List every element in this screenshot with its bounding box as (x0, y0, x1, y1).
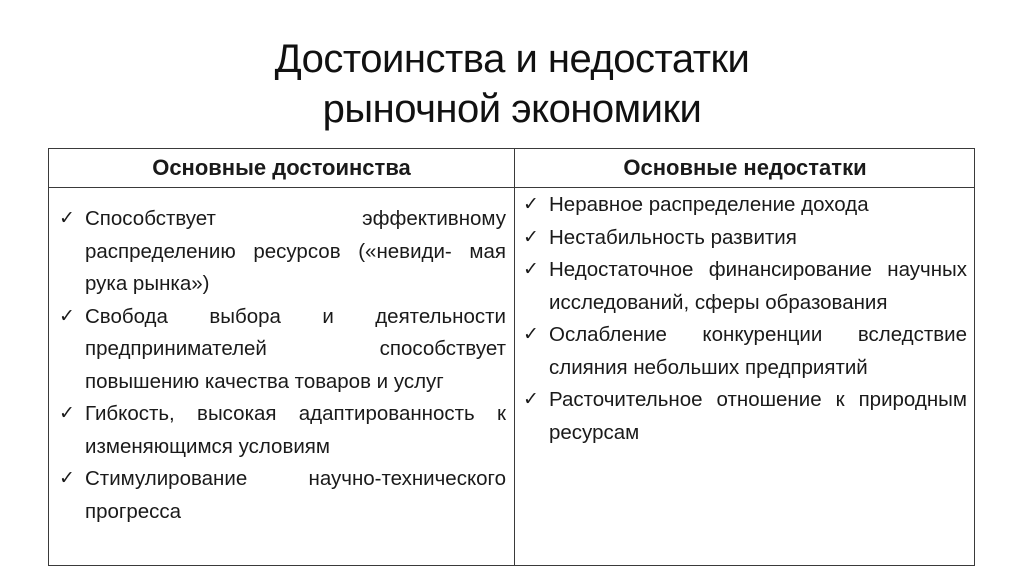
list-item (523, 384, 967, 449)
check-icon: ✓ (523, 259, 539, 280)
disadvantage-text: Ослабление конкуренции вследствие слияния небольших предприятий (549, 323, 967, 379)
list-item (59, 398, 506, 463)
table-header-row (49, 149, 974, 188)
list-item (523, 319, 967, 384)
check-icon: ✓ (59, 208, 75, 229)
title-line-1: Достоинства и недостатки (274, 37, 750, 81)
check-icon: ✓ (59, 305, 75, 327)
list-item (59, 301, 506, 399)
list-item (59, 203, 506, 301)
check-icon: ✓ (523, 194, 539, 215)
advantage-text: Стимулирование научно-технического прогресса (85, 467, 506, 523)
advantages-list (59, 203, 506, 528)
advantage-text: Свобода выбора и деятельности предпринимателей способствует повышению качества товаров и услуг (85, 304, 506, 393)
disadvantage-text: Расточительное отношение к природным ресурсам (549, 388, 967, 444)
advantage-text: Способствует эффективному распределению ресурсов («невиди- мая рука рынка») (85, 207, 506, 295)
disadvantage-text: Неравное распределение дохода (549, 193, 869, 216)
check-icon: ✓ (523, 389, 539, 410)
list-item (523, 254, 967, 319)
title-line-2: рыночной экономики (322, 87, 702, 131)
column-divider (514, 149, 515, 565)
list-item (59, 463, 506, 528)
advantage-text: Гибкость, высокая адаптированность к изменяющимся условиям (85, 402, 506, 458)
check-icon: ✓ (59, 403, 75, 424)
check-icon: ✓ (523, 226, 539, 248)
disadvantage-text: Нестабильность развития (549, 225, 797, 249)
check-icon: ✓ (59, 468, 75, 489)
disadvantage-text: Недостаточное финансирование научных исследований, сферы образования (549, 258, 967, 314)
list-item (523, 222, 967, 255)
advantages-header: Основные достоинства (152, 155, 411, 180)
page-title (0, 34, 1024, 134)
disadvantages-list (523, 189, 967, 449)
comparison-table (48, 148, 975, 566)
check-icon: ✓ (523, 324, 539, 345)
disadvantages-header: Основные недостатки (623, 155, 867, 180)
list-item (523, 189, 967, 222)
